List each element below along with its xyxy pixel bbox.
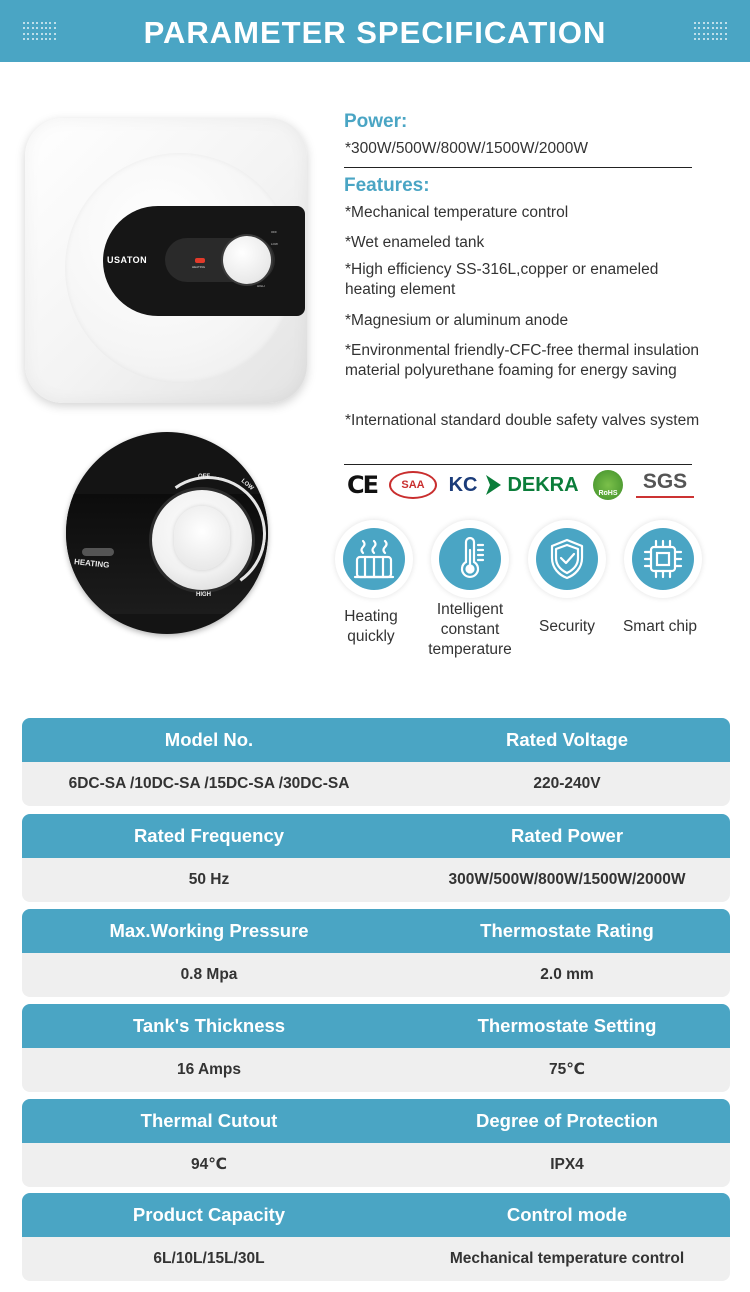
- ce-mark-icon: CE: [346, 471, 377, 499]
- knob-label-low: LOW: [239, 478, 255, 492]
- saa-mark-icon: SAA: [388, 468, 438, 502]
- heating-label: HEATING: [73, 557, 110, 570]
- spec-value: 0.8 Mpa: [180, 966, 238, 983]
- spec-row: [22, 909, 730, 997]
- spec-value: 2.0 mm: [540, 966, 594, 983]
- knob-grip: [174, 506, 230, 570]
- thermometer-icon: [431, 520, 509, 598]
- spec-row: [22, 1004, 730, 1092]
- spec-value: 94℃: [190, 1156, 227, 1173]
- feature-label: Heating quickly: [344, 608, 398, 645]
- spec-label: Degree of Protection: [476, 1110, 658, 1131]
- knob-closeup-image: [66, 432, 268, 634]
- spec-value: 6DC-SA /10DC-SA /15DC-SA /30DC-SA: [68, 775, 350, 792]
- spec-value: Mechanical temperature control: [449, 1250, 685, 1267]
- spec-value: 6L/10L/15L/30L: [153, 1250, 265, 1267]
- brand-logo: USATON: [107, 255, 148, 265]
- spec-label: Rated Frequency: [133, 825, 285, 846]
- spec-value: 300W/500W/800W/1500W/2000W: [448, 871, 686, 888]
- feature-item: *High efficiency SS-316L,copper or enameled heating element: [345, 261, 659, 298]
- header-banner: [0, 0, 750, 62]
- spec-value: IPX4: [550, 1156, 584, 1173]
- knob-label-off: OFF: [271, 230, 277, 234]
- spec-label: Tank's Thickness: [132, 1015, 286, 1036]
- feature-item: *Environmental friendly-CFC-free thermal insulation material polyurethane foaming for energy saving: [345, 342, 700, 379]
- water-heater-image: [25, 118, 307, 403]
- knob-label-high: HIGH: [257, 284, 265, 288]
- shield-icon: [528, 520, 606, 598]
- feature-item: *Mechanical temperature control: [345, 204, 569, 221]
- spec-label: Model No.: [164, 729, 254, 750]
- knob-label-low: LOW: [271, 242, 278, 246]
- chip-icon: [624, 520, 702, 598]
- heating-indicator-icon: [82, 548, 114, 556]
- spec-label: Max.Working Pressure: [109, 920, 309, 941]
- divider: [344, 167, 692, 168]
- feature-label: Intelligent constant temperature: [428, 601, 512, 658]
- spec-label: Rated Power: [510, 825, 624, 846]
- feature-label: Security: [539, 618, 595, 635]
- spec-value: 75℃: [548, 1061, 585, 1078]
- power-title: Power:: [344, 111, 408, 132]
- spec-label: Thermostate Setting: [477, 1015, 657, 1036]
- features-title: Features:: [344, 175, 430, 196]
- temperature-knob: [223, 236, 271, 284]
- spec-label: Thermostate Rating: [480, 920, 654, 941]
- spec-value: 16 Amps: [176, 1061, 242, 1078]
- spec-row: [22, 1099, 730, 1187]
- page-title: PARAMETER SPECIFICATION: [143, 15, 607, 50]
- spec-label: Product Capacity: [132, 1204, 286, 1225]
- feature-item: *Wet enameled tank: [345, 234, 485, 251]
- spec-label: Thermal Cutout: [140, 1110, 278, 1131]
- spec-row: [22, 814, 730, 902]
- rohs-mark-icon: RoHS: [592, 468, 624, 502]
- power-value: *300W/500W/800W/1500W/2000W: [345, 140, 588, 157]
- knob-label-high: HIGH: [196, 592, 211, 598]
- knob-label-off: OFF: [198, 474, 210, 480]
- spec-value: 220-240V: [533, 775, 601, 792]
- dekra-mark-icon: DEKRA: [485, 468, 579, 502]
- feature-item: *International standard double safety valves system: [345, 412, 700, 429]
- spec-label: Rated Voltage: [506, 729, 628, 750]
- led-label: HEATING: [192, 265, 206, 269]
- spec-value: 50 Hz: [188, 871, 230, 888]
- spec-label: Control mode: [506, 1204, 628, 1225]
- kc-mark-icon: KC: [448, 473, 478, 496]
- heating-led-icon: [195, 258, 205, 263]
- radiator-icon: [335, 520, 413, 598]
- feature-item: *Magnesium or aluminum anode: [345, 312, 569, 329]
- dot-pattern-icon: [694, 22, 728, 42]
- spec-row: [22, 1193, 730, 1281]
- divider: [344, 464, 692, 465]
- feature-label: Smart chip: [622, 618, 698, 635]
- sgs-mark-icon: SGS: [636, 468, 694, 498]
- spec-row: [22, 718, 730, 806]
